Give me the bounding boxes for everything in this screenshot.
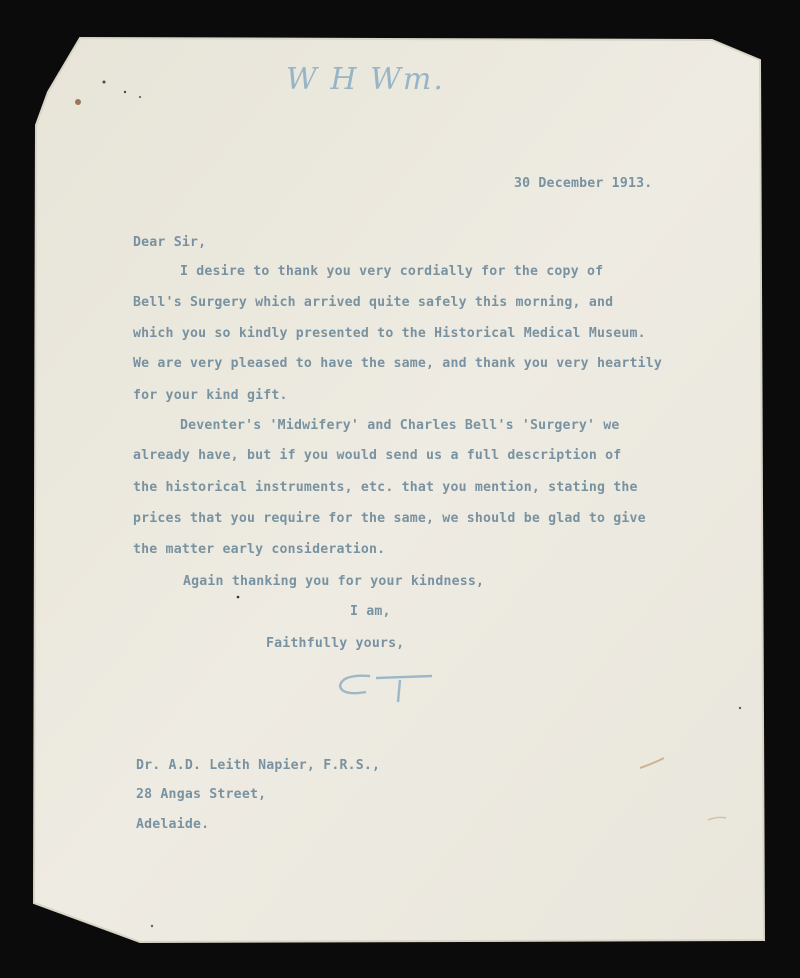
addressee-city: Adelaide. — [136, 817, 210, 832]
addressee-street: 28 Angas Street, — [136, 787, 267, 802]
paragraph-1-line: Bell's Surgery which arrived quite safely this morning, and — [133, 295, 614, 310]
paragraph-1-line: for your kind gift. — [133, 388, 288, 403]
closing-faithfully: Faithfully yours, — [266, 636, 405, 651]
paragraph-2-line: the matter early consideration. — [133, 542, 386, 557]
paragraph-1-line: I desire to thank you very cordially for the copy of — [180, 264, 604, 279]
addressee-name: Dr. A.D. Leith Napier, F.R.S., — [136, 758, 381, 773]
salutation: Dear Sir, — [133, 235, 207, 250]
rust-stain — [75, 99, 81, 105]
paragraph-2-line: the historical instruments, etc. that you mention, stating the — [133, 480, 638, 495]
paragraph-1-line: We are very pleased to have the same, and thank you very heartily — [133, 356, 663, 371]
paragraph-2-line: prices that you require for the same, we should be glad to give — [133, 511, 646, 526]
paragraph-1-line: which you so kindly presented to the Historical Medical Museum. — [133, 326, 646, 341]
handwritten-annotation: W H Wm. — [286, 62, 445, 97]
paragraph-3: Again thanking you for your kindness, — [183, 574, 485, 589]
closing-i-am: I am, — [350, 604, 391, 619]
paragraph-2-line: already have, but if you would send us a full description of — [133, 448, 622, 463]
letter-date: 30 December 1913. — [514, 176, 653, 191]
paragraph-2-line: Deventer's 'Midwifery' and Charles Bell's 'Surgery' we — [180, 418, 620, 433]
